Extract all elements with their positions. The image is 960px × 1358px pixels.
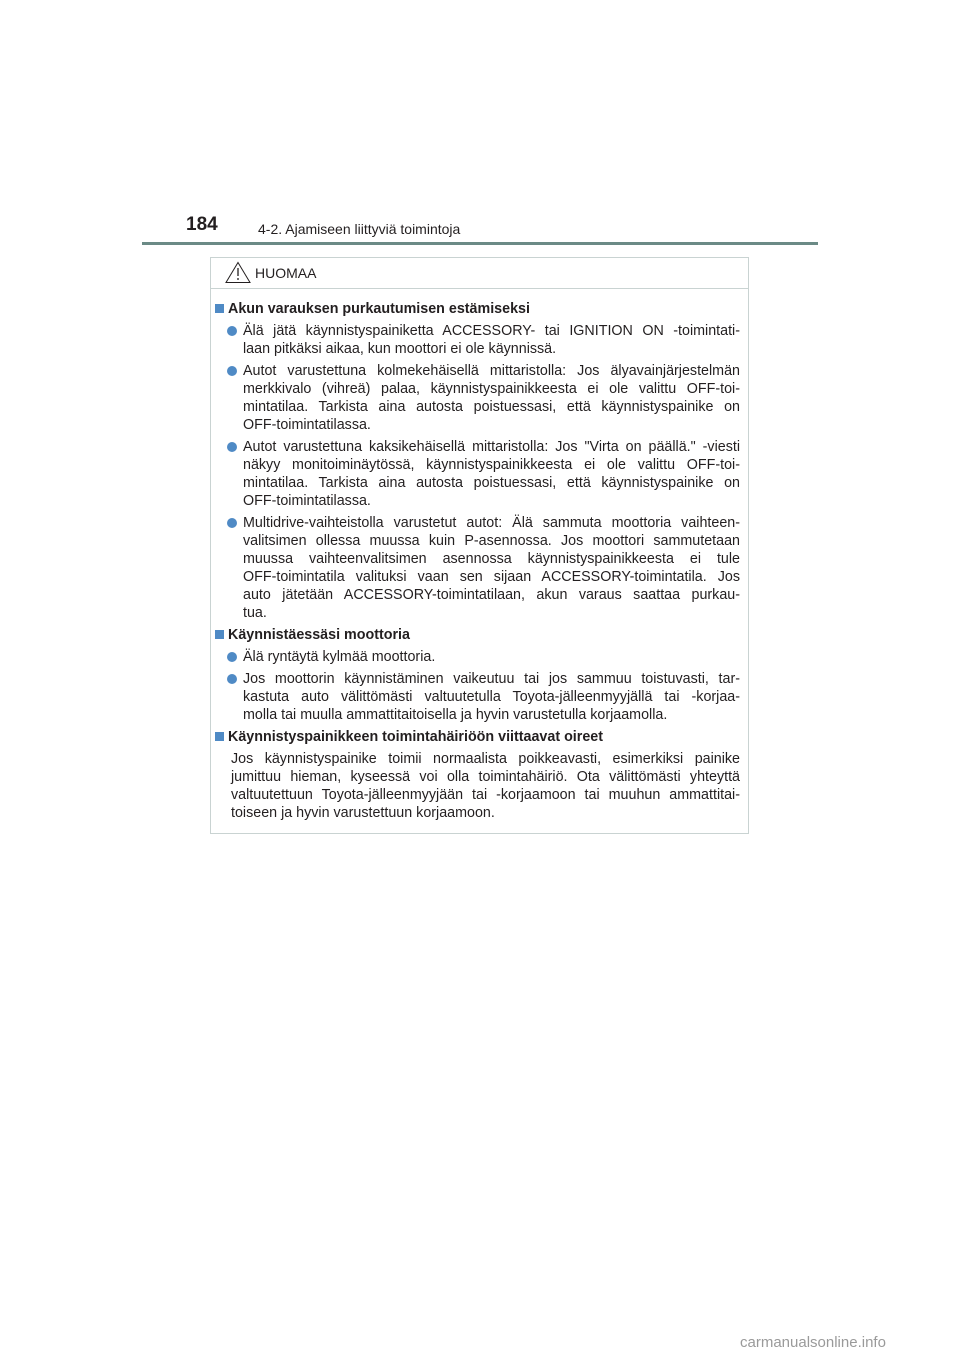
list-item: Älä ryntäytä kylmää moottoria. bbox=[211, 648, 748, 666]
paragraph: Jos käynnistyspainike toimii normaalista poikkeavasti, esimerkiksi painike jumittuu hieman, kyseessä voi olla toimintahäiriö. Ota välittömästi yhteyttä valtuutettuun Toyota-jälleenmyyjään tai -korjaamoon tai muuhun ammattitai- toiseen ja hyvin varustettuun korjaamoon. bbox=[231, 751, 740, 821]
list-item: Multidrive-vaihteistolla varustetut autot: Älä sammuta moottoria vaihteen- valitsimen ollessa muussa kuin P-asennossa. Jos moottori sammutetaan muussa vaihteenvalitsimen asennossa käynnistyspainikkeesta ei tule OFF-toimintatila valituksi vaan sen sijaan ACCESSORY-toimintatila. Jos auto jätetään ACCESSORY-toimintatilaan, akun varaus saattaa purkau- tua. bbox=[211, 514, 748, 622]
section-heading: Käynnistäessäsi moottoria bbox=[211, 626, 748, 644]
bullet-dot-icon bbox=[227, 652, 237, 662]
watermark: carmanualsonline.info bbox=[740, 1334, 886, 1351]
list-item: Autot varustettuna kaksikehäisellä mittaristolla: Jos "Virta on päällä." -viesti näkyy monitoiminäytössä, käynnistyspainikkeesta ei ole valittu OFF-toi- mintatilaa. Tarkista aina autosta poistuessasi, että käynnistyspainike on OFF-toimintatilassa. bbox=[211, 438, 748, 510]
notice-header bbox=[211, 258, 748, 289]
bullet-dot-icon bbox=[227, 442, 237, 452]
warning-triangle-icon bbox=[225, 261, 251, 284]
section-heading: Akun varauksen purkautumisen estämiseksi bbox=[211, 300, 748, 318]
notice-box bbox=[210, 257, 749, 834]
square-bullet-icon bbox=[215, 304, 224, 313]
bullet-dot-icon bbox=[227, 674, 237, 684]
bullet-dot-icon bbox=[227, 518, 237, 528]
square-bullet-icon bbox=[215, 732, 224, 741]
list-item: Autot varustettuna kolmekehäisellä mittaristolla: Jos älyavainjärjestelmän merkkivalo (vihreä) palaa, käynnistyspainikkeesta ei ole valittu OFF-toi- mintatilaa. Tarkista aina autosta poistuessasi, että käynnistyspainike on OFF-toimintatilassa. bbox=[211, 362, 748, 434]
notice-title: HUOMAA bbox=[255, 265, 317, 281]
list-item: Jos moottorin käynnistäminen vaikeutuu tai jos sammuu toistuvasti, tar- kastuta auto välittömästi valtuutetulla Toyota-jälleenmyyjällä tai -korjaa- molla tai muulla ammattitaitoisella ja hyvin varustetulla korjaamolla. bbox=[211, 670, 748, 724]
bullet-dot-icon bbox=[227, 326, 237, 336]
square-bullet-icon bbox=[215, 630, 224, 639]
page-number: 184 bbox=[186, 214, 218, 235]
notice-body bbox=[211, 300, 748, 826]
bullet-dot-icon bbox=[227, 366, 237, 376]
section-title: 4-2. Ajamiseen liittyviä toimintoja bbox=[258, 221, 461, 237]
list-item: Älä jätä käynnistyspainiketta ACCESSORY- tai IGNITION ON -toimintati- laan pitkäksi aikaa, kun moottori ei ole käynnissä. bbox=[211, 322, 748, 358]
header-divider bbox=[142, 242, 818, 245]
section-heading: Käynnistyspainikkeen toimintahäiriöön viittaavat oireet bbox=[211, 728, 748, 746]
